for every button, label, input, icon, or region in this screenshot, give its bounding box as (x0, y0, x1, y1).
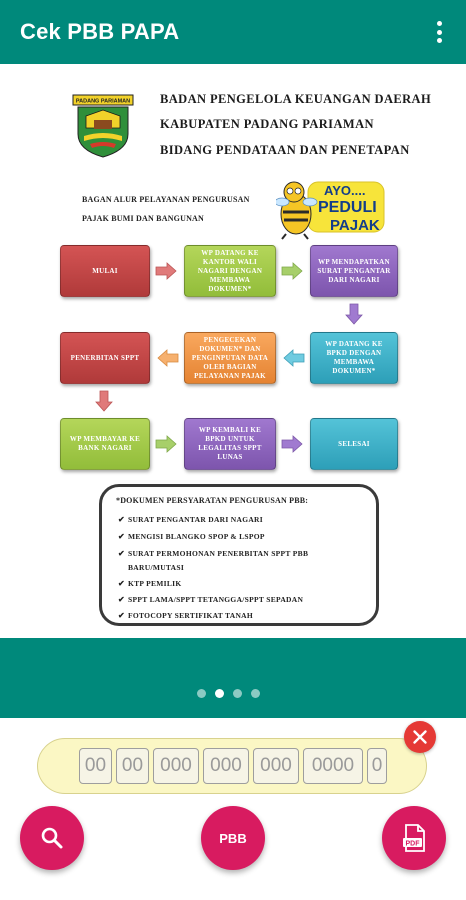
step-surat-pengantar (310, 245, 398, 297)
mascot-text-3: PAJAK (330, 217, 380, 234)
flow-title-line-2: PAJAK BUMI DAN BANGUNAN (82, 214, 205, 223)
step-kembali-bpkd (184, 418, 276, 470)
check-icon: ✔ (118, 549, 126, 558)
document-item-continued: BARU/MUTASI (128, 563, 185, 572)
page-dot-active[interactable] (215, 689, 224, 698)
step-membayar-label: WP MEMBAYAR KE BANK NAGARI (69, 435, 141, 452)
search-button[interactable] (20, 806, 84, 870)
step-surat-pengantar-label: WP MENDAPATKAN SURAT PENGANTAR DARI NAGARI (317, 257, 391, 284)
page-indicator (197, 689, 260, 699)
clear-button[interactable] (404, 721, 436, 753)
nop-segment-number[interactable]: 0000 (303, 748, 363, 784)
step-penerbitan (60, 332, 150, 384)
nop-segment-district[interactable]: 000 (153, 748, 199, 784)
step-datang-kantor-wali (184, 245, 276, 297)
close-icon (404, 721, 436, 753)
header-line-1: BADAN PENGELOLA KEUANGAN DAERAH (160, 92, 432, 106)
page-dot[interactable] (233, 689, 242, 698)
documents-title: *DOKUMEN PERSYARATAN PENGURUSAN PBB: (116, 496, 309, 505)
check-icon: ✔ (118, 611, 126, 620)
nop-segment-province[interactable]: 00 (79, 748, 112, 784)
svg-text:PDF: PDF (405, 840, 420, 848)
document-item: ✔ SURAT PERMOHONAN PENERBITAN SPPT PBB (118, 549, 309, 558)
step-selesai (310, 418, 398, 470)
step-penerbitan-label: PENERBITAN SPPT (70, 353, 140, 362)
header-line-3: BIDANG PENDATAAN DAN PENETAPAN (160, 143, 410, 157)
arrow-left-icon (157, 349, 179, 367)
check-icon: ✔ (118, 532, 126, 541)
step-mulai-label: MULAI (92, 266, 118, 275)
step-datang-kantor-wali-label: WP DATANG KE KANTOR WALI NAGARI DENGAN MEMBAWA DOKUMEN* (197, 248, 263, 293)
step-datang-bpkd (310, 332, 398, 384)
document-item: ✔ MENGISI BLANGKO SPOP & LSPOP (118, 532, 265, 541)
search-icon (39, 825, 65, 851)
page-dot[interactable] (197, 689, 206, 698)
step-mulai (60, 245, 150, 297)
check-icon: ✔ (118, 515, 126, 524)
more-vert-icon[interactable] (430, 20, 450, 44)
regency-logo-icon (72, 94, 134, 158)
nop-segment-regency[interactable]: 00 (116, 748, 149, 784)
arrow-right-icon (281, 262, 303, 280)
app-bar (0, 0, 466, 64)
pdf-button[interactable] (382, 806, 446, 870)
mascot-text-2: PEDULI (318, 199, 377, 216)
logo-text: PADANG PARIAMAN (75, 98, 131, 105)
pdf-file-icon (400, 823, 428, 853)
step-membayar (60, 418, 150, 470)
check-icon: ✔ (118, 579, 126, 588)
mascot-text-1: AYO.... (324, 183, 366, 198)
step-datang-bpkd-label: WP DATANG KE BPKD DENGAN MEMBAWA DOKUMEN* (325, 340, 383, 375)
arrow-right-icon (155, 435, 177, 453)
app-title: Cek PBB PAPA (20, 19, 180, 44)
step-kembali-bpkd-label: WP KEMBALI KE BPKD UNTUK LEGALITAS SPPT LUNAS (198, 426, 262, 461)
documents-box (99, 484, 379, 626)
document-item: ✔ KTP PEMILIK (118, 579, 182, 588)
pbb-button-label: PBB (219, 830, 247, 846)
nop-segment-block[interactable]: 000 (253, 748, 299, 784)
step-pengecekan (184, 332, 276, 384)
arrow-right-icon (155, 262, 177, 280)
document-item: ✔ SPPT LAMA/SPPT TETANGGA/SPPT SEPADAN (118, 595, 304, 604)
pager-band (0, 638, 466, 718)
step-selesai-label: SELESAI (338, 439, 370, 448)
step-pengecekan-label: PENGECEKAN DOKUMEN* DAN PENGINPUTAN DATA OLEH BAGIAN PELAYANAN PAJAK (191, 335, 269, 380)
arrow-down-icon (95, 390, 113, 412)
check-icon: ✔ (118, 595, 126, 604)
page-dot[interactable] (251, 689, 260, 698)
document-item: ✔ SURAT PENGANTAR DARI NAGARI (118, 515, 263, 524)
pbb-button[interactable] (201, 806, 265, 870)
arrow-right-icon (281, 435, 303, 453)
nop-segment-village[interactable]: 000 (203, 748, 249, 784)
nop-segment-code[interactable]: 0 (367, 748, 387, 784)
document-item: ✔ FOTOCOPY SERTIFIKAT TANAH (118, 611, 254, 620)
header-line-2: KABUPATEN PADANG PARIAMAN (160, 117, 374, 131)
arrow-down-icon (345, 303, 363, 325)
arrow-left-icon (283, 349, 305, 367)
flow-title-line-1: BAGAN ALUR PELAYANAN PENGURUSAN (82, 195, 250, 204)
